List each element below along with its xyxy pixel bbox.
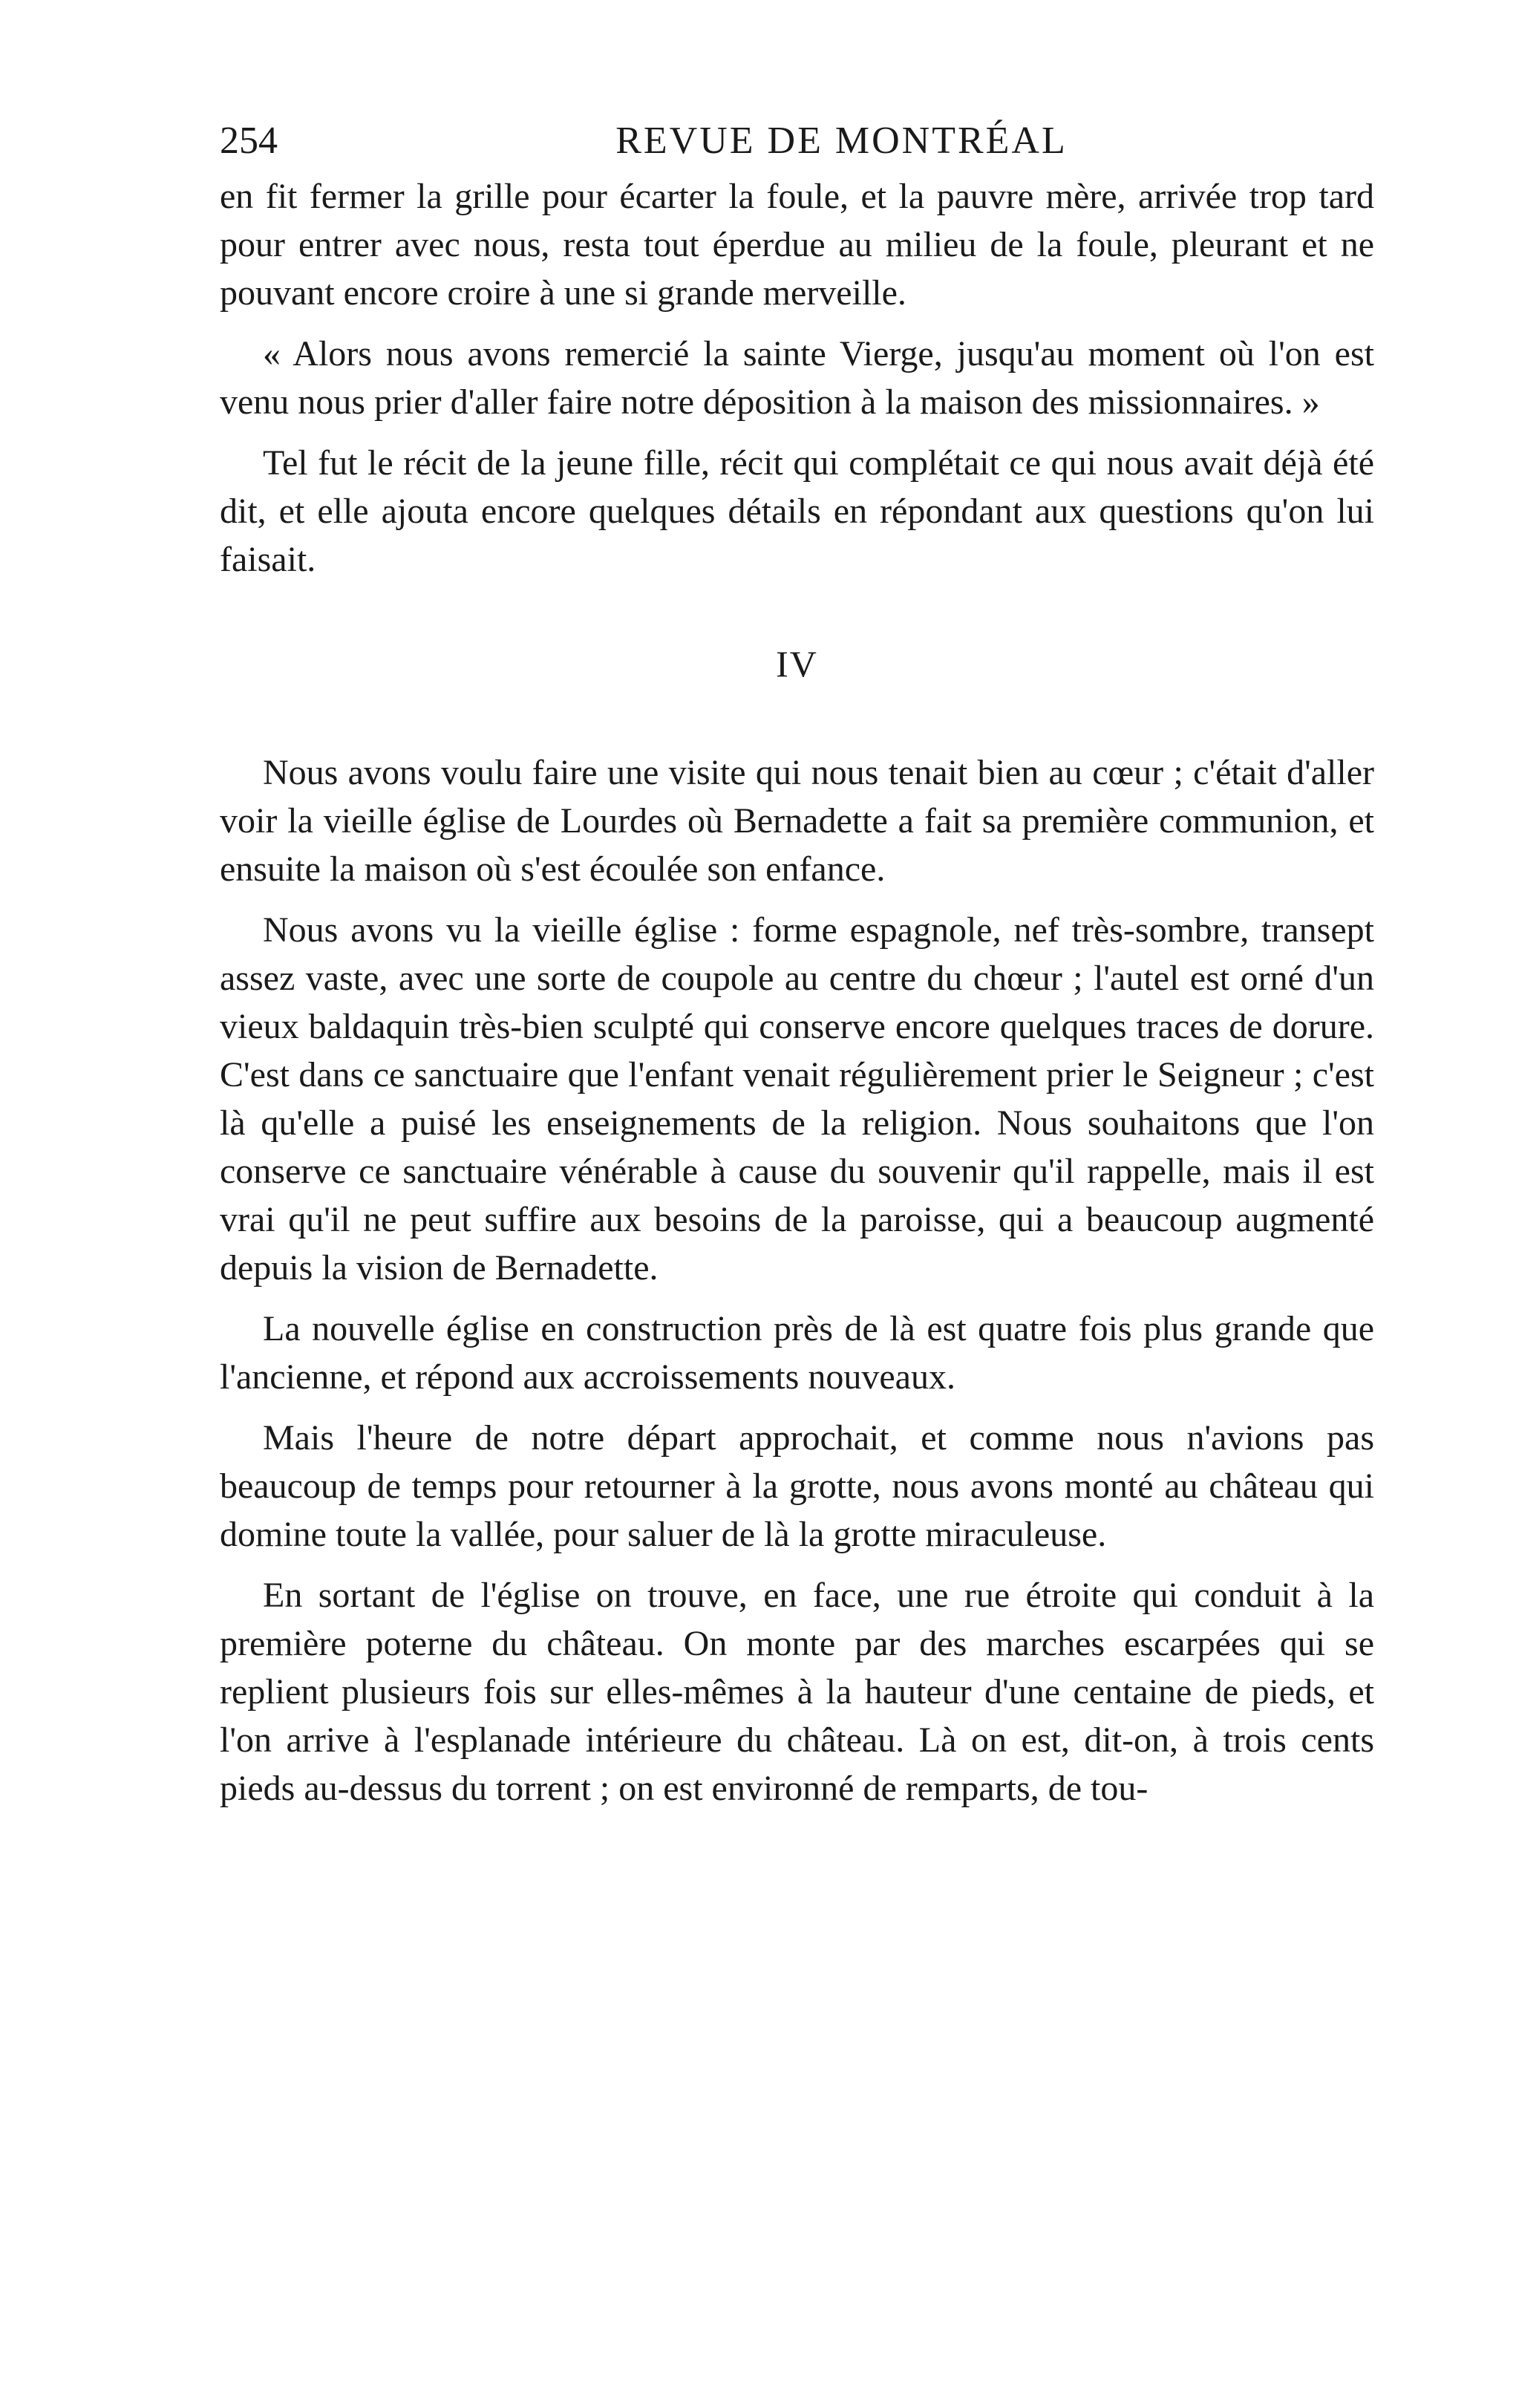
section-heading: IV xyxy=(776,643,818,685)
book-page xyxy=(220,111,1374,1825)
paragraph: En sortant de l'église on trouve, en face, une rue étroite qui conduit à la première poterne du château. On monte par des marches escarpées qui se replient plusieurs fois sur elles-mêmes à la hauteur d'une centaine de pieds, et l'on arrive à l'esplanade intérieure du château. Là on est, dit-on, à trois cents pieds au-dessus du torrent ; on est environné de remparts, de tou- xyxy=(220,1576,1374,1808)
paragraph: « Alors nous avons remercié la sainte Vierge, jusqu'au moment où l'on est venu nous prier d'aller faire notre déposition à la maison des missionnaires. » xyxy=(220,334,1374,422)
paragraph: La nouvelle église en construction près de là est quatre fois plus grande que l'ancienne, et répond aux accroissements nouveaux. xyxy=(220,1309,1374,1397)
running-title: REVUE DE MONTRÉAL xyxy=(615,120,1068,162)
page-number: 254 xyxy=(220,120,278,162)
paragraph: Nous avons vu la vieille église : forme espagnole, nef très-sombre, transept assez vaste, avec une sorte de coupole au centre du chœur ; l'autel est orné d'un vieux baldaquin très-bien sculpté qui conserve encore quelques traces de dorure. C'est dans ce sanctuaire que l'enfant venait régulièrement prier le Seigneur ; c'est là qu'elle a puisé les enseignements de la religion. Nous souhaitons que l'on conserve ce sanctuaire vénérable à cause du souvenir qu'il rappelle, mais il est vrai qu'il ne peut suffire aux besoins de la paroisse, qui a beaucoup augmenté depuis la vision de Bernadette. xyxy=(220,910,1374,1288)
paragraph: Nous avons voulu faire une visite qui nous tenait bien au cœur ; c'était d'aller voir la vieille église de Lourdes où Bernadette a fait sa première communion, et ensuite la maison où s'est écoulée son enfance. xyxy=(220,753,1374,889)
paragraph: Mais l'heure de notre départ approchait, et comme nous n'avions pas beaucoup de temps pour retourner à la grotte, nous avons monté au château qui domine toute la vallée, pour saluer de là la grotte miraculeuse. xyxy=(220,1418,1374,1554)
paragraph: Tel fut le récit de la jeune fille, récit qui complétait ce qui nous avait déjà été dit, et elle ajouta encore quelques détails en répondant aux questions qu'on lui faisait. xyxy=(220,443,1374,579)
body-text xyxy=(220,172,1374,1812)
running-head xyxy=(220,111,1374,171)
paragraph-continuation: en fit fermer la grille pour écarter la foule, et la pauvre mère, arrivée trop tard pour entrer avec nous, resta tout éperdue au milieu de la foule, pleurant et ne pouvant encore croire à une si grande merveille. xyxy=(220,177,1374,313)
